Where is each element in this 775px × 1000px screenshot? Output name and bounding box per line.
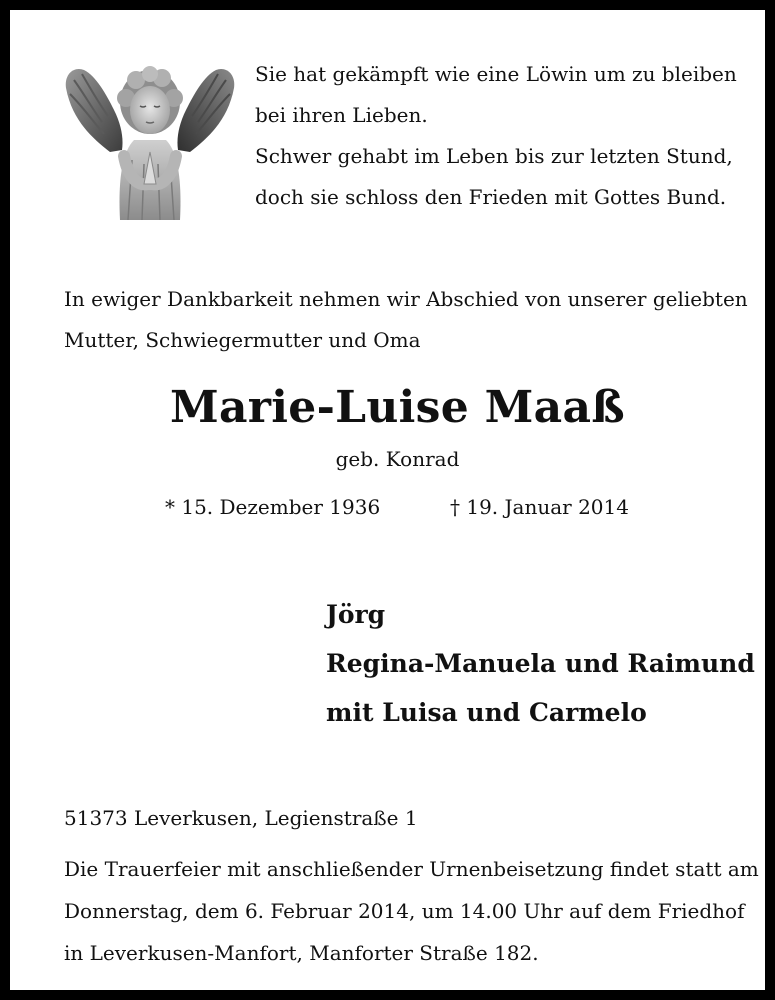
farewell-intro — [64, 279, 748, 361]
birth-date: * 15. Dezember 1936 — [165, 495, 381, 519]
deceased-name: Marie-Luise Maaß — [169, 382, 626, 433]
ceremony-line: in Leverkusen-Manfort, Manforter Straße 182. — [64, 941, 539, 965]
intro-line: Mutter, Schwiegermutter und Oma — [64, 328, 421, 352]
family-signatures — [326, 590, 755, 737]
family-member: mit Luisa und Carmelo — [326, 698, 647, 727]
ceremony-line: Donnerstag, dem 6. Februar 2014, um 14.00 Uhr auf dem Friedhof — [64, 899, 745, 923]
poem-line: bei ihren Lieben. — [255, 103, 428, 127]
poem — [255, 54, 737, 218]
ceremony-info — [64, 848, 759, 974]
ceremony-line: Die Trauerfeier mit anschließender Urnenbeisetzung findet statt am — [64, 857, 759, 881]
praying-angel-icon — [62, 60, 238, 220]
poem-line: Sie hat gekämpft wie eine Löwin um zu bleiben — [255, 62, 737, 86]
family-member: Regina-Manuela und Raimund — [326, 649, 755, 678]
address: 51373 Leverkusen, Legienstraße 1 — [64, 806, 418, 830]
maiden-name: geb. Konrad — [335, 447, 460, 471]
family-member: Jörg — [326, 600, 386, 629]
poem-line: Schwer gehabt im Leben bis zur letzten Stund, — [255, 144, 733, 168]
death-date: † 19. Januar 2014 — [450, 495, 629, 519]
poem-line: doch sie schloss den Frieden mit Gottes Bund. — [255, 185, 727, 209]
intro-line: In ewiger Dankbarkeit nehmen wir Abschied von unserer geliebten — [64, 287, 748, 311]
